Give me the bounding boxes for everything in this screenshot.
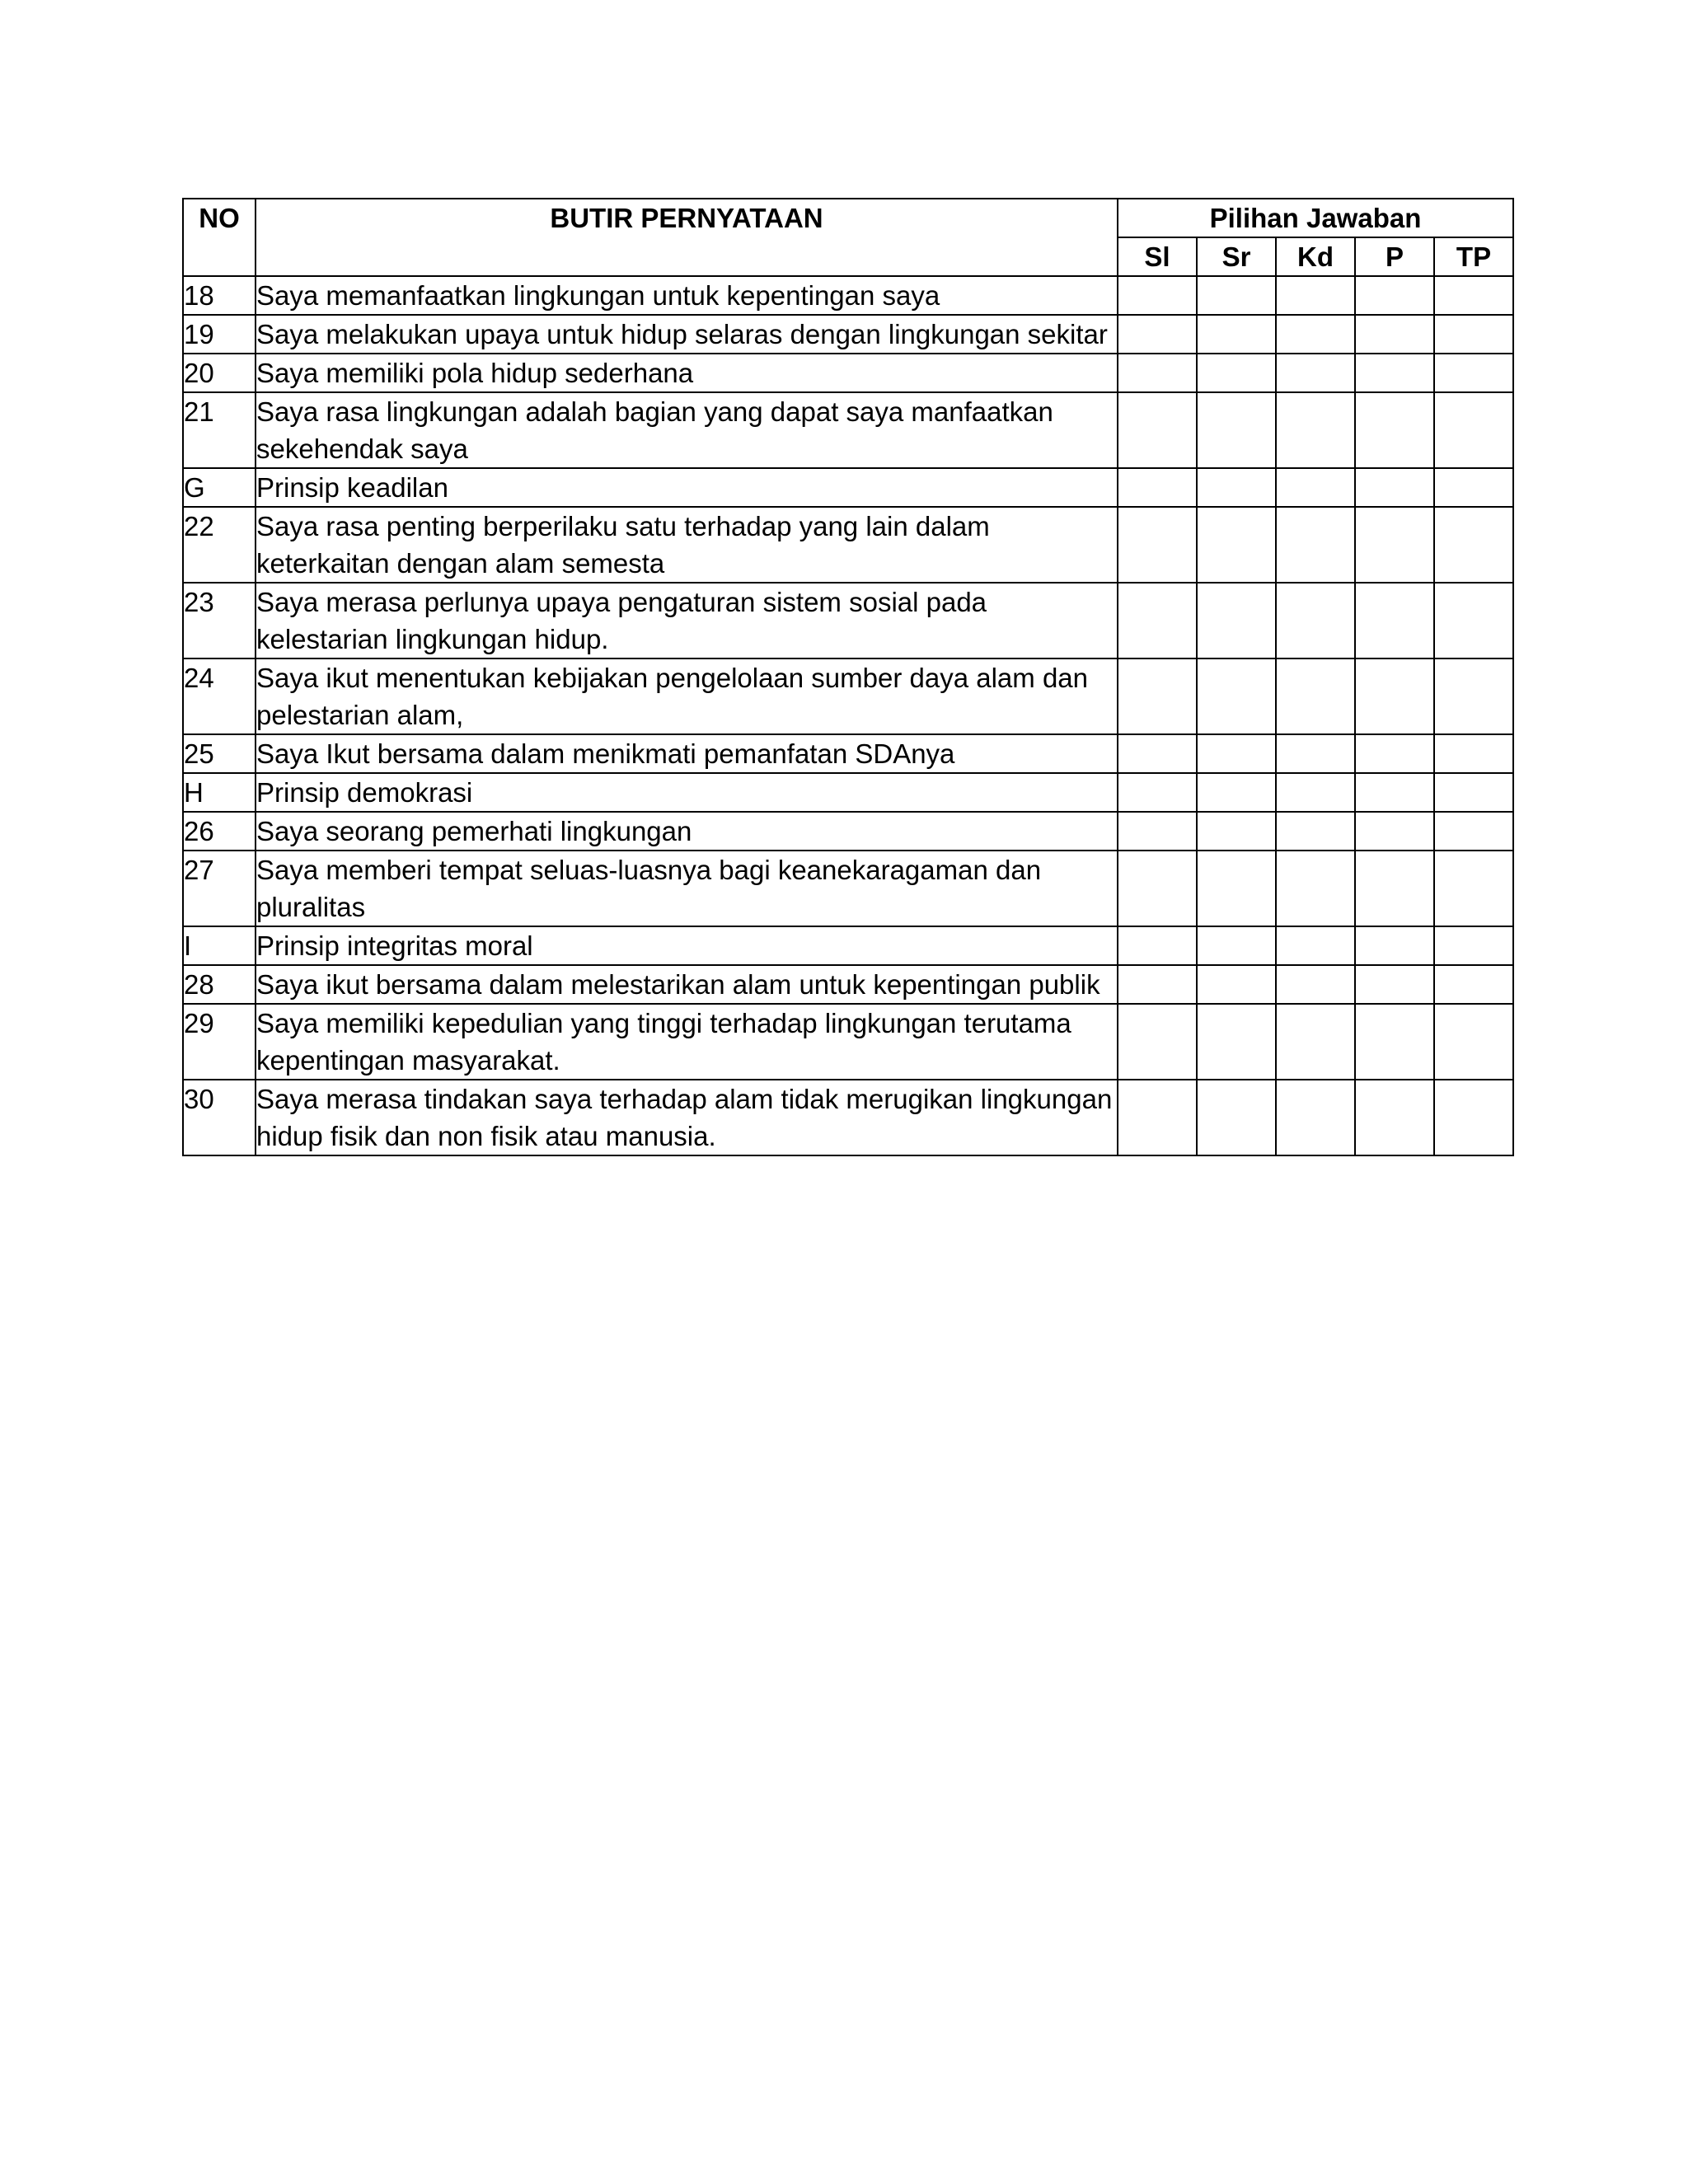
row-statement: Saya rasa lingkungan adalah bagian yang dapat saya manfaatkan sekehendak saya [256, 392, 1118, 468]
answer-cell-sr[interactable] [1197, 734, 1276, 773]
table-header [183, 199, 1513, 276]
answer-cell-p[interactable] [1355, 354, 1434, 392]
answer-cell-tp[interactable] [1434, 315, 1513, 354]
table-row [183, 773, 1513, 812]
answer-cell-p[interactable] [1355, 965, 1434, 1004]
answer-cell-p[interactable] [1355, 1004, 1434, 1080]
row-number: 18 [183, 276, 256, 315]
answer-cell-tp[interactable] [1434, 658, 1513, 734]
answer-cell-sr[interactable] [1197, 658, 1276, 734]
row-statement: Saya memberi tempat seluas-luasnya bagi keanekaragaman dan pluralitas [256, 851, 1118, 926]
row-number: 26 [183, 812, 256, 851]
header-no: NO [183, 199, 256, 276]
row-number: I [183, 926, 256, 965]
header-statement: BUTIR PERNYATAAN [256, 199, 1118, 276]
answer-cell-sr[interactable] [1197, 1080, 1276, 1155]
answer-cell-p[interactable] [1355, 583, 1434, 658]
row-number: 23 [183, 583, 256, 658]
table-row [183, 392, 1513, 468]
row-number: 30 [183, 1080, 256, 1155]
answer-cell-sr[interactable] [1197, 392, 1276, 468]
answer-cell-tp[interactable] [1434, 1004, 1513, 1080]
answer-cell-tp[interactable] [1434, 851, 1513, 926]
answer-cell-kd[interactable] [1276, 851, 1355, 926]
answer-cell-sr[interactable] [1197, 315, 1276, 354]
document-page [182, 198, 1512, 1156]
table-body [183, 276, 1513, 1155]
answer-cell-kd[interactable] [1276, 1080, 1355, 1155]
answer-cell-sl[interactable] [1118, 965, 1197, 1004]
answer-cell-kd[interactable] [1276, 658, 1355, 734]
table-row [183, 276, 1513, 315]
answer-cell-kd[interactable] [1276, 812, 1355, 851]
row-number: 21 [183, 392, 256, 468]
row-number: 22 [183, 507, 256, 583]
answer-cell-p[interactable] [1355, 812, 1434, 851]
answer-cell-p[interactable] [1355, 851, 1434, 926]
table-row [183, 812, 1513, 851]
answer-cell-tp[interactable] [1434, 1080, 1513, 1155]
answer-cell-kd[interactable] [1276, 773, 1355, 812]
header-option-sr: Sr [1197, 237, 1276, 276]
answer-cell-tp[interactable] [1434, 812, 1513, 851]
answer-cell-p[interactable] [1355, 315, 1434, 354]
answer-cell-kd[interactable] [1276, 468, 1355, 507]
answer-cell-p[interactable] [1355, 468, 1434, 507]
row-statement: Saya merasa perlunya upaya pengaturan sistem sosial pada kelestarian lingkungan hidup. [256, 583, 1118, 658]
answer-cell-kd[interactable] [1276, 926, 1355, 965]
answer-cell-tp[interactable] [1434, 354, 1513, 392]
row-statement: Prinsip keadilan [256, 468, 1118, 507]
row-number: H [183, 773, 256, 812]
row-statement: Saya memiliki kepedulian yang tinggi terhadap lingkungan terutama kepentingan masyarakat. [256, 1004, 1118, 1080]
row-statement: Saya ikut bersama dalam melestarikan alam untuk kepentingan publik [256, 965, 1118, 1004]
table-row [183, 583, 1513, 658]
answer-cell-p[interactable] [1355, 658, 1434, 734]
answer-cell-p[interactable] [1355, 734, 1434, 773]
answer-cell-p[interactable] [1355, 507, 1434, 583]
answer-cell-sl[interactable] [1118, 658, 1197, 734]
answer-cell-tp[interactable] [1434, 468, 1513, 507]
table-row [183, 1080, 1513, 1155]
table-row [183, 315, 1513, 354]
row-number: G [183, 468, 256, 507]
table-row [183, 658, 1513, 734]
answer-cell-tp[interactable] [1434, 965, 1513, 1004]
table-row [183, 1004, 1513, 1080]
table-row [183, 507, 1513, 583]
table-row [183, 851, 1513, 926]
answer-cell-sr[interactable] [1197, 926, 1276, 965]
row-statement: Prinsip demokrasi [256, 773, 1118, 812]
answer-cell-tp[interactable] [1434, 734, 1513, 773]
row-statement: Saya Ikut bersama dalam menikmati pemanfatan SDAnya [256, 734, 1118, 773]
answer-cell-kd[interactable] [1276, 315, 1355, 354]
answer-cell-sl[interactable] [1118, 773, 1197, 812]
header-option-p: P [1355, 237, 1434, 276]
answer-cell-tp[interactable] [1434, 276, 1513, 315]
answer-cell-tp[interactable] [1434, 583, 1513, 658]
row-number: 27 [183, 851, 256, 926]
answer-cell-kd[interactable] [1276, 354, 1355, 392]
header-option-tp: TP [1434, 237, 1513, 276]
answer-cell-sl[interactable] [1118, 354, 1197, 392]
row-number: 24 [183, 658, 256, 734]
table-row [183, 468, 1513, 507]
answer-cell-p[interactable] [1355, 276, 1434, 315]
row-statement: Saya memiliki pola hidup sederhana [256, 354, 1118, 392]
row-number: 28 [183, 965, 256, 1004]
answer-cell-sl[interactable] [1118, 851, 1197, 926]
row-number: 29 [183, 1004, 256, 1080]
table-row [183, 926, 1513, 965]
answer-cell-sr[interactable] [1197, 507, 1276, 583]
table-row [183, 965, 1513, 1004]
answer-cell-tp[interactable] [1434, 392, 1513, 468]
header-answer-group: Pilihan Jawaban [1118, 199, 1513, 237]
answer-cell-sl[interactable] [1118, 583, 1197, 658]
answer-cell-tp[interactable] [1434, 507, 1513, 583]
row-statement: Saya ikut menentukan kebijakan pengelolaan sumber daya alam dan pelestarian alam, [256, 658, 1118, 734]
answer-cell-sl[interactable] [1118, 468, 1197, 507]
row-number: 19 [183, 315, 256, 354]
answer-cell-sl[interactable] [1118, 1080, 1197, 1155]
answer-cell-kd[interactable] [1276, 734, 1355, 773]
row-statement: Saya melakukan upaya untuk hidup selaras dengan lingkungan sekitar [256, 315, 1118, 354]
answer-cell-sl[interactable] [1118, 507, 1197, 583]
row-number: 25 [183, 734, 256, 773]
answer-cell-kd[interactable] [1276, 276, 1355, 315]
answer-cell-sr[interactable] [1197, 965, 1276, 1004]
answer-cell-sr[interactable] [1197, 276, 1276, 315]
answer-cell-sl[interactable] [1118, 276, 1197, 315]
questionnaire-table [182, 198, 1514, 1156]
table-row [183, 734, 1513, 773]
answer-cell-p[interactable] [1355, 773, 1434, 812]
answer-cell-p[interactable] [1355, 1080, 1434, 1155]
answer-cell-kd[interactable] [1276, 392, 1355, 468]
answer-cell-sr[interactable] [1197, 812, 1276, 851]
answer-cell-sl[interactable] [1118, 315, 1197, 354]
row-statement: Saya seorang pemerhati lingkungan [256, 812, 1118, 851]
header-option-kd: Kd [1276, 237, 1355, 276]
row-number: 20 [183, 354, 256, 392]
answer-cell-kd[interactable] [1276, 1004, 1355, 1080]
row-statement: Saya memanfaatkan lingkungan untuk kepentingan saya [256, 276, 1118, 315]
answer-cell-tp[interactable] [1434, 926, 1513, 965]
row-statement: Saya merasa tindakan saya terhadap alam tidak merugikan lingkungan hidup fisik dan non fisik atau manusia. [256, 1080, 1118, 1155]
answer-cell-kd[interactable] [1276, 583, 1355, 658]
answer-cell-sl[interactable] [1118, 392, 1197, 468]
answer-cell-sr[interactable] [1197, 773, 1276, 812]
answer-cell-sr[interactable] [1197, 354, 1276, 392]
answer-cell-sr[interactable] [1197, 583, 1276, 658]
header-option-sl: Sl [1118, 237, 1197, 276]
row-statement: Saya rasa penting berperilaku satu terhadap yang lain dalam keterkaitan dengan alam semesta [256, 507, 1118, 583]
answer-cell-sl[interactable] [1118, 926, 1197, 965]
answer-cell-kd[interactable] [1276, 965, 1355, 1004]
answer-cell-sl[interactable] [1118, 734, 1197, 773]
answer-cell-sl[interactable] [1118, 812, 1197, 851]
answer-cell-p[interactable] [1355, 392, 1434, 468]
table-row [183, 354, 1513, 392]
answer-cell-sr[interactable] [1197, 1004, 1276, 1080]
answer-cell-kd[interactable] [1276, 507, 1355, 583]
answer-cell-tp[interactable] [1434, 773, 1513, 812]
answer-cell-sl[interactable] [1118, 1004, 1197, 1080]
answer-cell-sr[interactable] [1197, 468, 1276, 507]
answer-cell-sr[interactable] [1197, 851, 1276, 926]
row-statement: Prinsip integritas moral [256, 926, 1118, 965]
answer-cell-p[interactable] [1355, 926, 1434, 965]
